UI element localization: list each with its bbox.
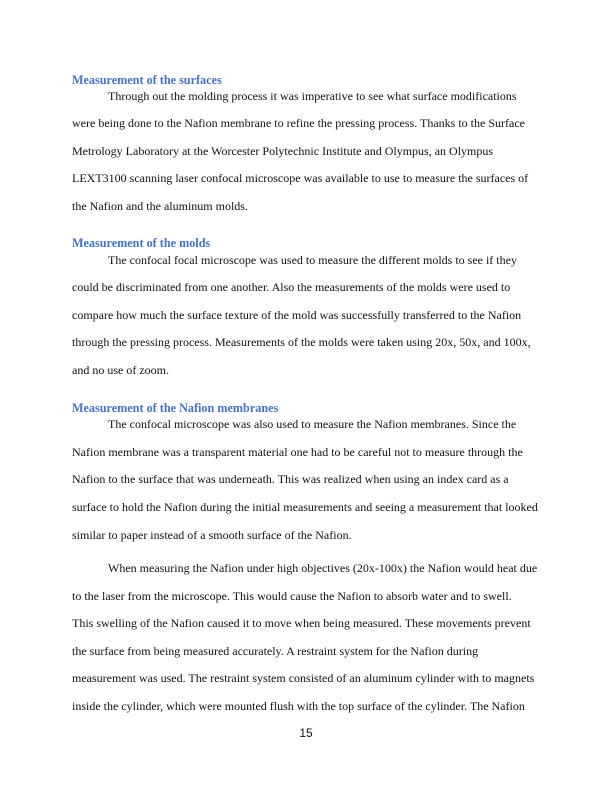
- text-line: inside the cylinder, which were mounted flush with the top surface of the cylinder. The Nafion: [72, 699, 525, 713]
- text-line: the surface from being measured accurately. A restraint system for the Nafion during: [72, 644, 479, 658]
- section-heading-molds: Measurement of the molds: [72, 236, 211, 250]
- text-line: compare how much the surface texture of the mold was successfully transferred to the Nafion: [72, 308, 522, 322]
- text-line: surface to hold the Nafion during the initial measurements and seeing a measurement that looked: [72, 500, 538, 514]
- text-line: were being done to the Nafion membrane to refine the pressing process. Thanks to the Surface: [72, 116, 525, 130]
- text-line: similar to paper instead of a smooth surface of the Nafion.: [72, 528, 352, 542]
- text-line: through the pressing process. Measurements of the molds were taken using 20x, 50x, and 100x,: [72, 335, 531, 349]
- text-line: Through out the molding process it was imperative to see what surface modifications: [108, 89, 517, 103]
- text-line: to the laser from the microscope. This would cause the Nafion to absorb water and to swell.: [72, 589, 512, 603]
- text-line: could be discriminated from one another. Also the measurements of the molds were used to: [72, 280, 511, 294]
- text-line: The confocal microscope was also used to measure the Nafion membranes. Since the: [108, 417, 517, 431]
- text-line: the Nafion and the aluminum molds.: [72, 199, 248, 213]
- section-heading-surfaces: Measurement of the surfaces: [72, 73, 222, 87]
- text-line: When measuring the Nafion under high objectives (20x-100x) the Nafion would heat due: [108, 561, 538, 575]
- text-line: The confocal focal microscope was used to measure the different molds to see if they: [108, 253, 517, 267]
- text-line: measurement was used. The restraint system consisted of an aluminum cylinder with to magnets: [72, 671, 535, 685]
- text-line: Nafion membrane was a transparent material one had to be careful not to measure through the: [72, 445, 523, 459]
- text-line: This swelling of the Nafion caused it to move when being measured. These movements prevent: [72, 616, 531, 630]
- page-number: 15: [299, 726, 313, 740]
- text-line: Nafion to the surface that was underneath. This was realized when using an index card as a: [72, 472, 509, 486]
- text-line: LEXT3100 scanning laser confocal microscope was available to use to measure the surfaces of: [72, 171, 529, 185]
- text-line: and no use of zoom.: [72, 363, 169, 377]
- text-line: Metrology Laboratory at the Worcester Polytechnic Institute and Olympus, an Olympus: [72, 144, 494, 158]
- section-heading-nafion-membranes: Measurement of the Nafion membranes: [72, 401, 279, 415]
